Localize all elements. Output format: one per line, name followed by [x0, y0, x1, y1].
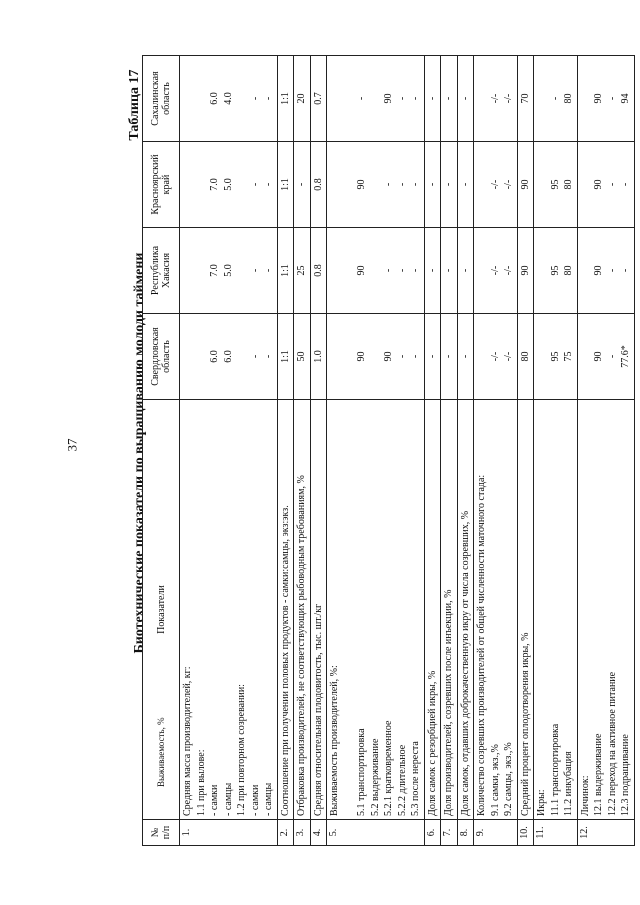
- indicator-cell: Доля самок, отдавших доброкачественную икру от числа созревших, %: [457, 400, 474, 820]
- value-cell: 0.8: [310, 142, 327, 228]
- table-row: [474, 56, 518, 846]
- value-cell: 0.7: [310, 56, 327, 142]
- column-header: № п/п: [143, 820, 180, 846]
- value-cell: 95 80: [534, 228, 578, 314]
- value-cell: 90 - 77.6*: [577, 314, 634, 400]
- indicator-cell: Средняя масса производителей, кг: 1.1 при вылове: - самки - самцы 1.2 при повторном созревании: - самки - самцы: [180, 400, 278, 820]
- table-label: Таблица 17: [127, 69, 142, 141]
- column-header: Сахалинская область: [143, 56, 180, 142]
- table-row: [294, 56, 311, 846]
- row-number: 11.: [534, 820, 578, 846]
- table-row: [327, 56, 425, 846]
- indicator-cell: Личинок: 12.1 выдерживание 12.2 переход на активное питание 12.3 подращивание: [577, 400, 634, 820]
- table-row: [277, 56, 294, 846]
- value-cell: 95 75: [534, 314, 578, 400]
- indicator-cell: Выживаемость производителей, %: 5.1 транспортировка 5.2 выдерживание 5.2.1 кратковременное 5.2.2 длительное 5.3 после нереста: [327, 400, 425, 820]
- value-cell: 90 - - -: [327, 228, 425, 314]
- value-cell: -: [457, 228, 474, 314]
- value-cell: -: [441, 228, 458, 314]
- value-cell: 90: [517, 142, 534, 228]
- value-cell: -: [457, 142, 474, 228]
- value-cell: -: [424, 314, 441, 400]
- value-cell: 90 - -: [577, 142, 634, 228]
- value-cell: 20: [294, 56, 311, 142]
- value-cell: -: [294, 142, 311, 228]
- indicator-cell: Доля производителей, созревших после инъекции, %: [441, 400, 458, 820]
- value-cell: -: [441, 314, 458, 400]
- table-row: [534, 56, 578, 846]
- value-cell: -: [441, 56, 458, 142]
- value-cell: 7.0 5.0 - -: [180, 228, 278, 314]
- table-container: [142, 56, 631, 846]
- value-cell: 0.8: [310, 228, 327, 314]
- value-cell: -/- -/-: [474, 142, 518, 228]
- value-cell: -: [441, 142, 458, 228]
- value-cell: -/- -/-: [474, 56, 518, 142]
- table-row: [180, 56, 278, 846]
- table-row: [457, 56, 474, 846]
- row-number: 12.: [577, 820, 634, 846]
- value-cell: -: [424, 56, 441, 142]
- value-cell: -: [424, 228, 441, 314]
- value-cell: -/- -/-: [474, 228, 518, 314]
- value-cell: 90: [517, 228, 534, 314]
- value-cell: 90 90 - -: [327, 314, 425, 400]
- row-number: 9.: [474, 820, 518, 846]
- value-cell: 6.0 6.0 - -: [180, 314, 278, 400]
- row-number: 3.: [294, 820, 311, 846]
- indicator-cell: Отбраковка производителей, не соответствующих рыбоводным требованиям, %: [294, 400, 311, 820]
- row-number: 7.: [441, 820, 458, 846]
- value-cell: 1.0: [310, 314, 327, 400]
- value-cell: -: [424, 142, 441, 228]
- value-cell: 6.0 4.0 - -: [180, 56, 278, 142]
- value-cell: - 80: [534, 56, 578, 142]
- indicator-cell: Доля самок с резорбцией икры, %: [424, 400, 441, 820]
- value-cell: 80: [517, 314, 534, 400]
- table-row: [441, 56, 458, 846]
- table-row: [577, 56, 634, 846]
- row-number: 5.: [327, 820, 425, 846]
- value-cell: - 90 - -: [327, 56, 425, 142]
- value-cell: 95 80: [534, 142, 578, 228]
- row-number: 2.: [277, 820, 294, 846]
- column-header: Показатели: [143, 400, 180, 820]
- value-cell: 1:1: [277, 228, 294, 314]
- value-cell: 25: [294, 228, 311, 314]
- value-cell: 50: [294, 314, 311, 400]
- column-header: Красноярский край: [143, 142, 180, 228]
- value-cell: 1:1: [277, 314, 294, 400]
- value-cell: 90 - -: [577, 228, 634, 314]
- value-cell: 90 - - -: [327, 142, 425, 228]
- value-cell: 70: [517, 56, 534, 142]
- indicator-cell: Средняя относительная плодовитость, тыс. шт./кг: [310, 400, 327, 820]
- table-row: [310, 56, 327, 846]
- page-title: Биотехнические показатели по выращиванию молоди таймени: [132, 252, 147, 654]
- value-cell: -/- -/-: [474, 314, 518, 400]
- indicator-cell: Средний процент оплодотворения икры, %: [517, 400, 534, 820]
- column-header: Свердловская область: [143, 314, 180, 400]
- page-number: 37: [64, 438, 80, 452]
- indicator-cell: Количество созревших производителей от общей численности маточного стада: 9.1 самки, экз.,% 9.2 самцы, экз.,%: [474, 400, 518, 820]
- value-cell: -: [457, 56, 474, 142]
- value-cell: -: [457, 314, 474, 400]
- row-number: 6.: [424, 820, 441, 846]
- value-cell: 7.0 5.0 - -: [180, 142, 278, 228]
- value-cell: 1:1: [277, 142, 294, 228]
- indicator-cell: Икры: 11.1 транспортировка 11.2 инкубация: [534, 400, 578, 820]
- row-number: 10.: [517, 820, 534, 846]
- data-table: [142, 55, 635, 846]
- value-cell: 90 - 94: [577, 56, 634, 142]
- indicator-cell: Соотношение при получении половых продуктов - самки:самцы, экз:экз.: [277, 400, 294, 820]
- side-label: Выживаемость, %: [156, 717, 166, 787]
- table-body: [180, 56, 635, 846]
- row-number: 8.: [457, 820, 474, 846]
- row-number: 4.: [310, 820, 327, 846]
- row-number: 1.: [180, 820, 278, 846]
- value-cell: 1:1: [277, 56, 294, 142]
- table-row: [517, 56, 534, 846]
- table-row: [424, 56, 441, 846]
- column-header: Республика Хакасия: [143, 228, 180, 314]
